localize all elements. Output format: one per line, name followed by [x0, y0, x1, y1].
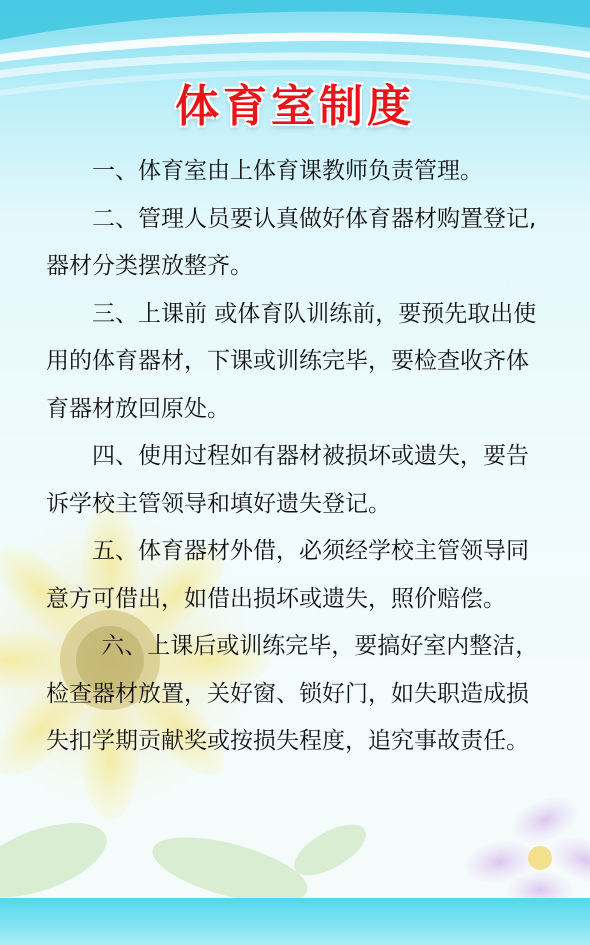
- rule-item: 五、体育器材外借，必须经学校主管领导同意方可借出，如借出损坏或遗失，照价赔偿。: [46, 538, 529, 612]
- rule-item: 二、管理人员要认真做好体育器材购置登记,器材分类摆放整齐。: [46, 205, 537, 279]
- rule-item: 四、使用过程如有器材被损坏或遗失，要告诉学校主管领导和填好遗失登记。: [46, 443, 529, 517]
- bottom-bar: [0, 898, 590, 945]
- poster-title: 体育室制度: [175, 81, 415, 132]
- purple-flower-decoration: [461, 790, 590, 908]
- rules-list: [46, 148, 546, 766]
- rule-item: 六、上课后或训练完毕，要搞好室内整洁，检查器材放置，关好窗、锁好门，如失职造成损失扣学期贡献奖或按损失程度，追究事故责任。: [46, 633, 539, 754]
- rule-item: 三、上课前 或体育队训练前，要预先取出使用的体育器材，下课或训练完毕，要检查收齐体育器材放回原处。: [46, 300, 537, 422]
- rule-item: 一、体育室由上体育课教师负责管理。: [92, 158, 483, 184]
